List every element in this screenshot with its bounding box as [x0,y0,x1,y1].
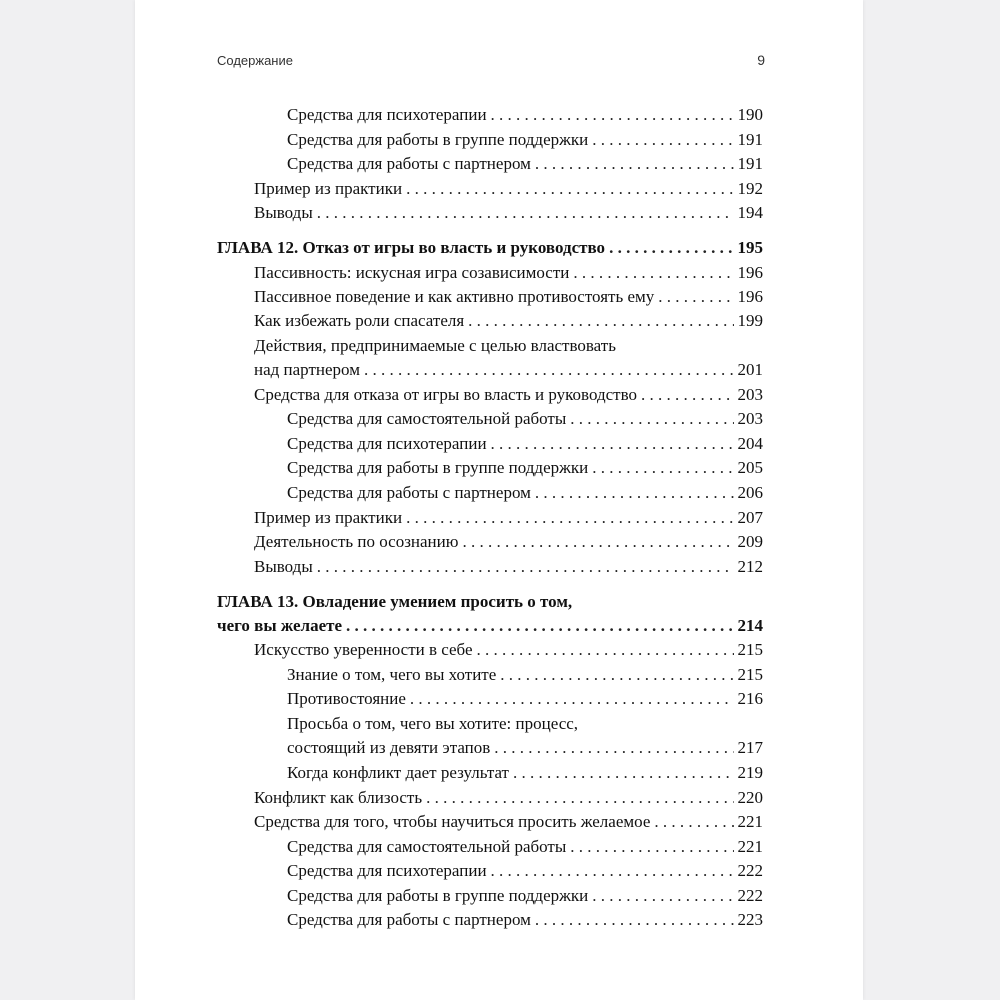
toc-entry-label: Средства для самостоятельной работы [287,409,567,428]
toc-entry-first-line: Действия, предпринимаемые с целью властвовать [254,336,616,355]
toc-entry-label: Средства для работы с партнером [287,154,531,173]
toc-entry [254,203,763,223]
leader-dots [535,483,734,503]
toc-entry-page: 204 [737,434,763,453]
leader-dots [535,910,734,930]
leader-dots [426,788,733,808]
toc-entry-label: Средства для психотерапии [287,861,487,880]
toc-entry-page: 196 [737,287,763,306]
toc-entry-page: 222 [737,861,763,880]
leader-dots [317,203,734,223]
toc-entry [254,287,763,307]
leader-dots [592,130,733,150]
toc-entry [254,508,763,528]
toc-entry-label: Выводы [254,203,313,222]
toc-entry-page: 217 [737,738,763,757]
toc-entry [287,409,763,429]
toc-entry-page: 223 [737,910,763,929]
toc-entry-page: 209 [737,532,763,551]
toc-entry-label: Средства для работы в группе поддержки [287,886,589,905]
toc-entry-label: Деятельность по осознанию [254,532,459,551]
leader-dots [573,263,733,283]
toc-entry-page: 215 [737,640,763,659]
toc-entry-label: Выводы [254,557,313,576]
toc-entry [254,532,763,552]
toc-entry-page: 220 [737,788,763,807]
toc-entry-page: 212 [737,557,763,576]
leader-dots [535,154,734,174]
toc-entry [287,886,763,906]
toc-entry [287,763,763,783]
toc-entry [287,738,763,758]
toc-entry-page: 216 [737,689,763,708]
toc-entry-label: Противостояние [287,689,406,708]
leader-dots [364,360,734,380]
leader-dots [592,458,733,478]
toc-entry-page: 222 [737,886,763,905]
toc-entry-label: Конфликт как близость [254,788,423,807]
toc-entry-label: Средства для работы в группе поддержки [287,130,589,149]
leader-dots [346,616,733,636]
toc-entry-page: 194 [737,203,763,222]
toc-entry-label: над партнером [254,360,360,379]
toc-entry-page: 219 [737,763,763,782]
toc-entry-page: 203 [737,385,763,404]
toc-entry [254,311,763,331]
toc-entry [254,179,763,199]
toc-chapter-13-first-line: ГЛАВА 13. Овладение умением просить о том, [217,592,573,611]
leader-dots [317,557,734,577]
toc-entry-label: Пассивность: искусная игра созависимости [254,263,570,282]
toc-entry [287,837,763,857]
leader-dots [570,409,733,429]
toc-entry-page: 207 [737,508,763,527]
toc-chapter-page: 214 [737,616,763,635]
toc-entry [254,640,763,660]
toc-entry-label: Средства для работы с партнером [287,483,531,502]
leader-dots [491,434,734,454]
toc-entry-page: 206 [737,483,763,502]
toc-entry [287,689,763,709]
leader-dots [609,238,733,258]
toc-entry-label: Средства для психотерапии [287,434,487,453]
leader-dots [491,861,734,881]
leader-dots [513,763,734,783]
leader-dots [500,665,733,685]
toc-entry [287,665,763,685]
leader-dots [658,287,733,307]
toc-chapter-12 [217,238,763,258]
toc-entry [287,483,763,503]
toc-entry [254,557,763,577]
toc-entry-page: 221 [737,812,763,831]
toc-entry-page: 215 [737,665,763,684]
toc-entry [254,263,763,283]
leader-dots [494,738,733,758]
toc-chapter-13 [217,616,763,636]
toc-entry-label: Искусство уверенности в себе [254,640,473,659]
toc-entry [287,434,763,454]
toc-entry [254,812,763,832]
toc-entry-label: Средства для работы с партнером [287,910,531,929]
toc-entry-page: 190 [737,105,763,124]
toc-entry-label: Пример из практики [254,508,403,527]
toc-entry-label: Средства для самостоятельной работы [287,837,567,856]
toc-entry-page: 199 [737,311,763,330]
toc-entry-page: 196 [737,263,763,282]
toc-entry-label: Когда конфликт дает результат [287,763,509,782]
page-number: 9 [757,52,765,68]
toc-entry-label: Средства для психотерапии [287,105,487,124]
toc-entry-first-line: Просьба о том, чего вы хотите: процесс, [287,714,579,733]
toc-entry [287,154,763,174]
leader-dots [406,508,733,528]
toc-chapter-page: 195 [737,238,763,257]
leader-dots [641,385,734,405]
leader-dots [406,179,733,199]
toc-entry [287,130,763,150]
toc-entry-page: 203 [737,409,763,428]
toc-chapter-label: чего вы желаете [217,616,343,635]
toc-entry-page: 191 [737,130,763,149]
toc-entry-label: состоящий из девяти этапов [287,738,491,757]
toc-entry [287,910,763,930]
leader-dots [570,837,733,857]
leader-dots [654,812,733,832]
leader-dots [462,532,733,552]
toc-entry-page: 201 [737,360,763,379]
toc-entry-label: Знание о том, чего вы хотите [287,665,497,684]
leader-dots [410,689,734,709]
toc-entry-label: Средства для работы в группе поддержки [287,458,589,477]
toc-entry-page: 205 [737,458,763,477]
section-title: Содержание [217,53,293,68]
leader-dots [592,886,733,906]
leader-dots [468,311,733,331]
toc-entry [254,385,763,405]
toc-entry-label: Как избежать роли спасателя [254,311,465,330]
toc-entry-label: Средства для отказа от игры во власть и руководство [254,385,637,404]
toc-entry-page: 221 [737,837,763,856]
toc-entry-page: 192 [737,179,763,198]
toc-entry-label: Средства для того, чтобы научиться просить желаемое [254,812,651,831]
toc-entry-page: 191 [737,154,763,173]
toc-chapter-label: ГЛАВА 12. Отказ от игры во власть и руководство [217,238,606,257]
toc-entry-label: Пример из практики [254,179,403,198]
toc-entry [254,788,763,808]
toc-entry [287,458,763,478]
toc-entry [254,360,763,380]
toc-entry [287,105,763,125]
leader-dots [491,105,734,125]
toc-entry-label: Пассивное поведение и как активно противостоять ему [254,287,655,306]
leader-dots [477,640,734,660]
toc-entry [287,861,763,881]
